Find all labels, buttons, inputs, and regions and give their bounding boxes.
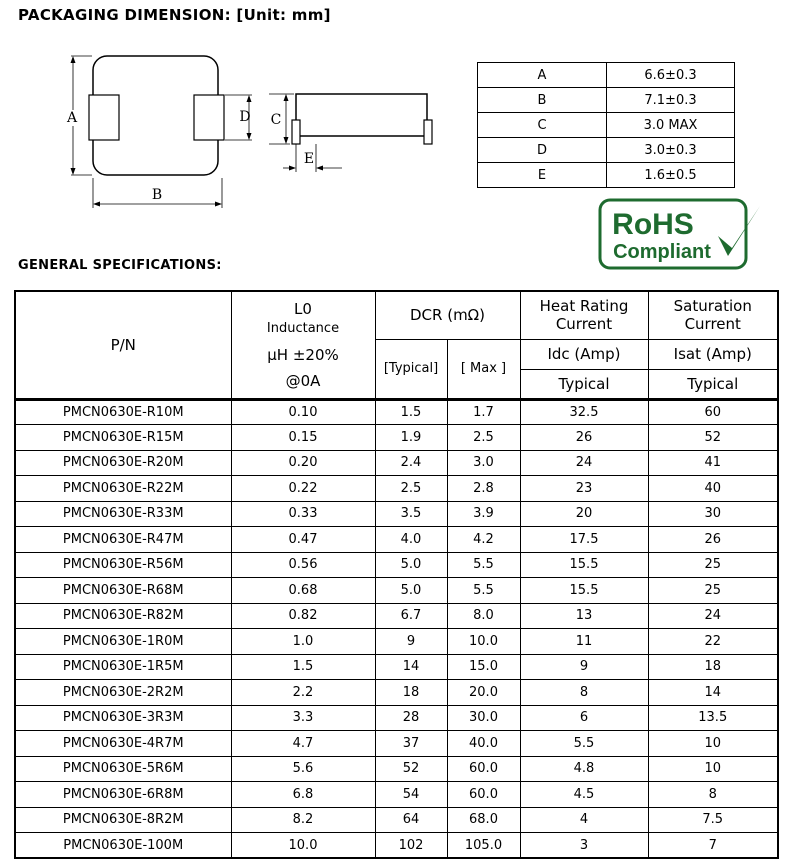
cell-inductance: 0.22 — [231, 476, 375, 502]
packaging-dimension-drawing — [40, 40, 440, 220]
header-isat-typical: Typical — [648, 369, 778, 399]
cell-part-number: PMCN0630E-R10M — [15, 399, 231, 425]
dimension-table — [477, 62, 735, 188]
cell-isat: 10 — [648, 756, 778, 782]
dimension-key: E — [478, 163, 607, 188]
table-row — [15, 756, 778, 782]
dimension-key: B — [478, 88, 607, 113]
cell-dcr-max: 2.8 — [447, 476, 520, 502]
cell-dcr-max: 4.2 — [447, 527, 520, 553]
cell-dcr-typical: 5.0 — [375, 552, 447, 578]
cell-part-number: PMCN0630E-2R2M — [15, 680, 231, 706]
cell-idc: 23 — [520, 476, 648, 502]
cell-inductance: 8.2 — [231, 807, 375, 833]
cell-part-number: PMCN0630E-R82M — [15, 603, 231, 629]
cell-dcr-max: 60.0 — [447, 756, 520, 782]
cell-isat: 22 — [648, 629, 778, 655]
cell-dcr-typical: 52 — [375, 756, 447, 782]
cell-idc: 4 — [520, 807, 648, 833]
cell-inductance: 0.82 — [231, 603, 375, 629]
table-row — [15, 654, 778, 680]
cell-inductance: 5.6 — [231, 756, 375, 782]
cell-dcr-max: 5.5 — [447, 578, 520, 604]
header-dcr-max: [ Max ] — [447, 339, 520, 399]
dimension-key: C — [478, 113, 607, 138]
cell-inductance: 6.8 — [231, 782, 375, 808]
table-row — [15, 552, 778, 578]
cell-dcr-max: 1.7 — [447, 399, 520, 425]
cell-isat: 30 — [648, 501, 778, 527]
cell-isat: 60 — [648, 399, 778, 425]
cell-dcr-max: 40.0 — [447, 731, 520, 757]
inductor-side-view — [296, 94, 427, 136]
cell-idc: 32.5 — [520, 399, 648, 425]
general-specifications-heading: GENERAL SPECIFICATIONS: — [18, 258, 222, 273]
cell-idc: 15.5 — [520, 578, 648, 604]
cell-dcr-max: 3.9 — [447, 501, 520, 527]
side-right-terminal — [424, 120, 432, 144]
cell-part-number: PMCN0630E-R47M — [15, 527, 231, 553]
compliant-text: Compliant — [613, 241, 711, 263]
cell-inductance: 4.7 — [231, 731, 375, 757]
cell-isat: 13.5 — [648, 705, 778, 731]
cell-inductance: 0.20 — [231, 450, 375, 476]
cell-idc: 24 — [520, 450, 648, 476]
cell-idc: 6 — [520, 705, 648, 731]
header-heat-rating: Heat Rating Current — [520, 291, 648, 339]
cell-dcr-typical: 18 — [375, 680, 447, 706]
cell-dcr-typical: 64 — [375, 807, 447, 833]
cell-dcr-max: 60.0 — [447, 782, 520, 808]
cell-idc: 11 — [520, 629, 648, 655]
cell-dcr-typical: 1.9 — [375, 425, 447, 451]
cell-dcr-max: 8.0 — [447, 603, 520, 629]
cell-isat: 26 — [648, 527, 778, 553]
cell-inductance: 3.3 — [231, 705, 375, 731]
general-specifications-table — [14, 290, 779, 859]
cell-inductance: 0.68 — [231, 578, 375, 604]
header-isat-unit: Isat (Amp) — [648, 339, 778, 369]
cell-idc: 4.8 — [520, 756, 648, 782]
table-row — [15, 399, 778, 425]
cell-isat: 25 — [648, 578, 778, 604]
header-saturation: Saturation Current — [648, 291, 778, 339]
cell-isat: 18 — [648, 654, 778, 680]
cell-part-number: PMCN0630E-R15M — [15, 425, 231, 451]
cell-dcr-typical: 28 — [375, 705, 447, 731]
header-pn: P/N — [15, 291, 231, 399]
cell-isat: 7.5 — [648, 807, 778, 833]
cell-dcr-max: 105.0 — [447, 833, 520, 859]
right-terminal — [194, 95, 224, 140]
dimension-value: 6.6±0.3 — [607, 63, 735, 88]
cell-part-number: PMCN0630E-6R8M — [15, 782, 231, 808]
cell-inductance: 0.56 — [231, 552, 375, 578]
dim-label-c: C — [270, 112, 282, 128]
cell-part-number: PMCN0630E-5R6M — [15, 756, 231, 782]
cell-inductance: 10.0 — [231, 833, 375, 859]
cell-inductance: 0.47 — [231, 527, 375, 553]
dimension-key: A — [478, 63, 607, 88]
cell-isat: 41 — [648, 450, 778, 476]
table-row — [15, 527, 778, 553]
cell-dcr-typical: 102 — [375, 833, 447, 859]
table-row — [15, 680, 778, 706]
cell-idc: 4.5 — [520, 782, 648, 808]
packaging-dimension-heading: PACKAGING DIMENSION: [Unit: mm] — [18, 6, 331, 24]
cell-isat: 52 — [648, 425, 778, 451]
header-inductance: L0 Inductance μH ±20% @0A — [231, 291, 375, 399]
cell-part-number: PMCN0630E-1R0M — [15, 629, 231, 655]
cell-dcr-max: 30.0 — [447, 705, 520, 731]
cell-dcr-max: 20.0 — [447, 680, 520, 706]
cell-dcr-typical: 2.4 — [375, 450, 447, 476]
cell-isat: 25 — [648, 552, 778, 578]
cell-dcr-typical: 4.0 — [375, 527, 447, 553]
cell-part-number: PMCN0630E-R20M — [15, 450, 231, 476]
cell-dcr-max: 10.0 — [447, 629, 520, 655]
table-row — [15, 603, 778, 629]
cell-idc: 5.5 — [520, 731, 648, 757]
rohs-text: RoHS — [612, 208, 694, 241]
dimension-row — [478, 163, 735, 188]
header-idc-typical: Typical — [520, 369, 648, 399]
dim-label-a: A — [66, 110, 78, 126]
dimension-row — [478, 63, 735, 88]
cell-dcr-max: 68.0 — [447, 807, 520, 833]
cell-dcr-max: 3.0 — [447, 450, 520, 476]
header-dcr-typical: [Typical] — [375, 339, 447, 399]
dim-label-d: D — [239, 109, 251, 125]
dim-label-b: B — [151, 187, 163, 203]
cell-inductance: 1.5 — [231, 654, 375, 680]
cell-idc: 17.5 — [520, 527, 648, 553]
table-row — [15, 833, 778, 859]
table-row — [15, 629, 778, 655]
cell-dcr-typical: 9 — [375, 629, 447, 655]
cell-part-number: PMCN0630E-1R5M — [15, 654, 231, 680]
table-row — [15, 807, 778, 833]
cell-dcr-max: 2.5 — [447, 425, 520, 451]
cell-part-number: PMCN0630E-4R7M — [15, 731, 231, 757]
cell-idc: 3 — [520, 833, 648, 859]
cell-dcr-typical: 37 — [375, 731, 447, 757]
left-terminal — [89, 95, 119, 140]
header-dcr: DCR (mΩ) — [375, 291, 520, 339]
cell-dcr-typical: 1.5 — [375, 399, 447, 425]
table-row — [15, 476, 778, 502]
cell-idc: 13 — [520, 603, 648, 629]
cell-inductance: 0.10 — [231, 399, 375, 425]
cell-isat: 7 — [648, 833, 778, 859]
cell-part-number: PMCN0630E-R56M — [15, 552, 231, 578]
dimension-value: 3.0 MAX — [607, 113, 735, 138]
dimension-row — [478, 88, 735, 113]
cell-part-number: PMCN0630E-8R2M — [15, 807, 231, 833]
cell-idc: 8 — [520, 680, 648, 706]
cell-dcr-typical: 3.5 — [375, 501, 447, 527]
cell-inductance: 2.2 — [231, 680, 375, 706]
cell-isat: 8 — [648, 782, 778, 808]
table-row — [15, 782, 778, 808]
cell-isat: 40 — [648, 476, 778, 502]
cell-idc: 20 — [520, 501, 648, 527]
cell-dcr-typical: 14 — [375, 654, 447, 680]
cell-part-number: PMCN0630E-R33M — [15, 501, 231, 527]
table-row — [15, 578, 778, 604]
cell-dcr-typical: 6.7 — [375, 603, 447, 629]
cell-idc: 26 — [520, 425, 648, 451]
dimension-row — [478, 138, 735, 163]
table-row — [15, 705, 778, 731]
cell-inductance: 1.0 — [231, 629, 375, 655]
dimension-value: 3.0±0.3 — [607, 138, 735, 163]
dimension-value: 1.6±0.5 — [607, 163, 735, 188]
dimension-key: D — [478, 138, 607, 163]
cell-dcr-typical: 5.0 — [375, 578, 447, 604]
rohs-compliant-logo — [598, 198, 764, 272]
dimension-row — [478, 113, 735, 138]
cell-part-number: PMCN0630E-100M — [15, 833, 231, 859]
side-left-terminal — [292, 120, 300, 144]
header-idc-unit: Idc (Amp) — [520, 339, 648, 369]
cell-part-number: PMCN0630E-R22M — [15, 476, 231, 502]
cell-dcr-typical: 2.5 — [375, 476, 447, 502]
table-row — [15, 731, 778, 757]
dim-label-e: E — [303, 151, 315, 167]
cell-isat: 10 — [648, 731, 778, 757]
cell-part-number: PMCN0630E-3R3M — [15, 705, 231, 731]
table-row — [15, 425, 778, 451]
cell-part-number: PMCN0630E-R68M — [15, 578, 231, 604]
cell-isat: 24 — [648, 603, 778, 629]
cell-isat: 14 — [648, 680, 778, 706]
table-row — [15, 501, 778, 527]
cell-dcr-max: 15.0 — [447, 654, 520, 680]
cell-dcr-typical: 54 — [375, 782, 447, 808]
table-row — [15, 450, 778, 476]
cell-dcr-max: 5.5 — [447, 552, 520, 578]
dimension-value: 7.1±0.3 — [607, 88, 735, 113]
cell-inductance: 0.15 — [231, 425, 375, 451]
cell-inductance: 0.33 — [231, 501, 375, 527]
cell-idc: 15.5 — [520, 552, 648, 578]
cell-idc: 9 — [520, 654, 648, 680]
